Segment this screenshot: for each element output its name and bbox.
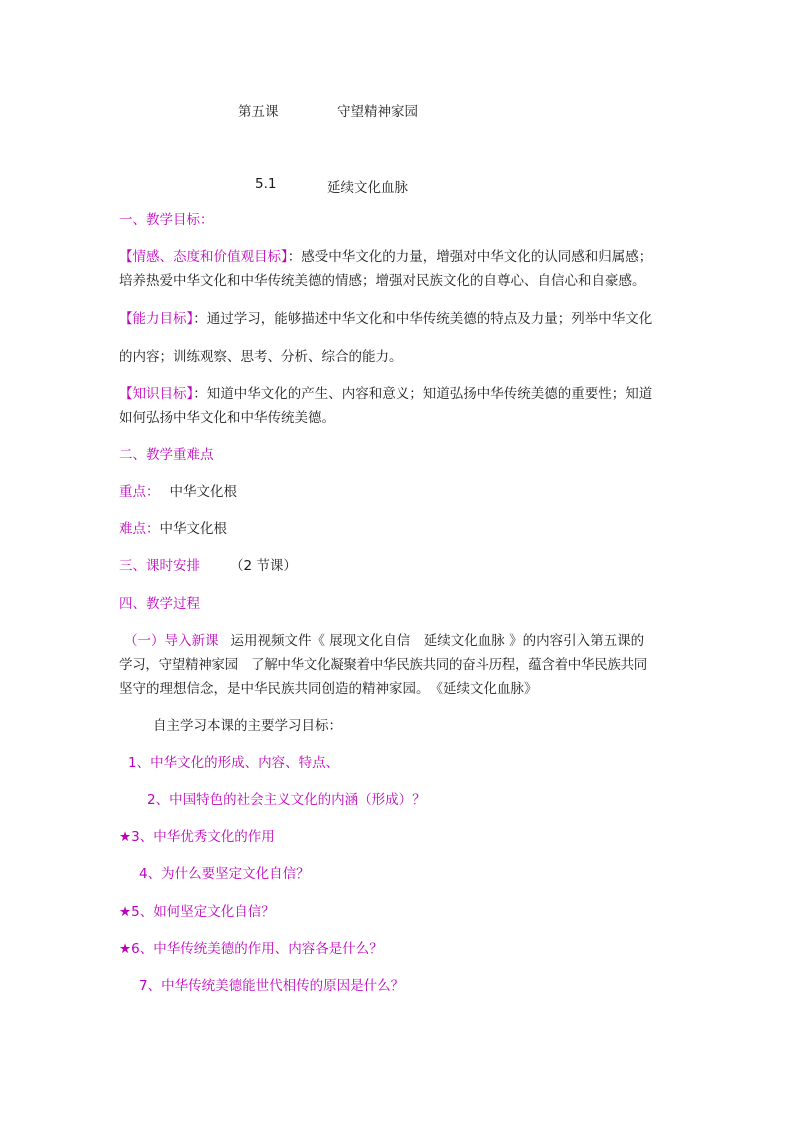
ability-goal-line1: [119, 310, 652, 328]
section-number: 5.1: [255, 176, 277, 192]
emotion-goal-line2: 培养热爱中华文化和中华传统美德的情感；增强对民族文化的自尊心、自信心和自豪感。: [119, 273, 646, 289]
heading-key-points: 二、教学重难点: [119, 447, 214, 463]
knowledge-goal-label: 【知识目标】: [119, 386, 194, 402]
section-title: 延续文化血脉: [327, 180, 408, 196]
focus-value: 中华文化根: [169, 484, 237, 500]
knowledge-goal-line2: 如何弘扬中华文化和中华传统美德。: [119, 410, 335, 426]
intro-line1: [124, 632, 644, 650]
objective-item: 1、中华文化的形成、内容、特点、: [128, 755, 340, 771]
lesson-title: 守望精神家园: [337, 104, 418, 120]
difficulty-line: [119, 520, 227, 538]
objective-item: ★5、如何坚定文化自信？: [119, 904, 275, 920]
ability-goal-text: ：通过学习，能够描述中华文化和中华传统美德的特点及力量；列举中华文化: [193, 311, 653, 327]
objective-item: ★3、中华优秀文化的作用: [119, 829, 275, 845]
intro-line2: 学习，守望精神家园 了解中华文化凝聚着中华民族共同的奋斗历程，蕴含着中华民族共同: [119, 657, 647, 673]
heading-schedule: 三、课时安排: [119, 558, 200, 574]
knowledge-goal-line1: [119, 385, 652, 403]
emotion-goal-line1: [119, 248, 652, 266]
heading-process: 四、教学过程: [119, 596, 200, 612]
focus-line: [119, 483, 237, 501]
ability-goal-line2: 的内容；训练观察、思考、分析、综合的能力。: [119, 349, 403, 365]
objective-item: ★6、中华传统美德的作用、内容各是什么？: [119, 941, 383, 957]
objective-item: 4、为什么要坚定文化自信？: [139, 866, 310, 882]
schedule-line: [119, 557, 297, 575]
lesson-number: 第五课: [238, 104, 279, 120]
objective-item: 7、中华传统美德能世代相传的原因是什么？: [139, 978, 405, 994]
knowledge-goal-text: ：知道中华文化的产生、内容和意义；知道弘扬中华传统美德的重要性；知道: [193, 386, 653, 402]
intro-label: （一）导入新课: [124, 633, 219, 649]
difficulty-label: 难点：: [119, 521, 160, 537]
ability-goal-label: 【能力目标】: [119, 311, 194, 327]
focus-label: 重点：: [119, 484, 160, 500]
intro-line3: 坚守的理想信念，是中华民族共同创造的精神家园。 《延续文化血脉》: [119, 681, 538, 697]
objective-item: 2、中国特色的社会主义文化的内涵（形成）？: [147, 792, 426, 808]
self-study-line: 自主学习本课的主要学习目标：: [153, 718, 342, 734]
difficulty-value: 中华文化根: [159, 521, 227, 537]
emotion-goal-label: 【情感、态度和价值观目标】: [119, 249, 288, 265]
heading-goals: 一、教学目标：: [119, 212, 214, 228]
emotion-goal-text: ：感受中华文化的力量，增强对中华文化的认同感和归属感；: [287, 249, 653, 265]
schedule-value: （2 节课）: [230, 558, 297, 574]
intro-text: 运用视频文件《 展现文化自信 延续文化血脉 》的内容引入第五课的: [230, 633, 645, 649]
